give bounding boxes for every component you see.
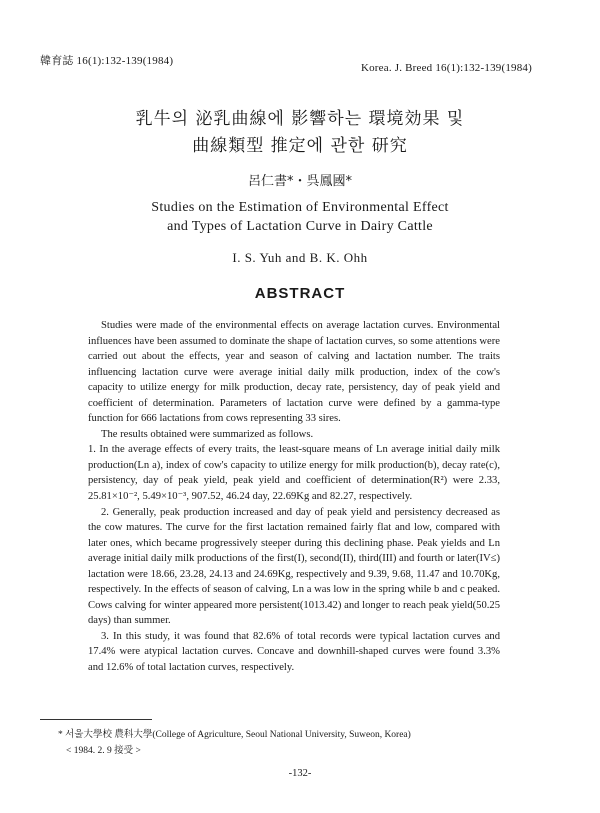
abstract-result-2: 2. Generally, peak production increased and day of peak yield and persistency decreased as the cow matures. The curve for the first lactation remained fairly flat and low, compared with later ones, which became progressively steeper during this declining phase. Peak yields and Ln average initial daily milk productions of the first(I), second(II), third(III) and fourth or later(IV≤) lactation were 18.66, 23.28, 24.13 and 24.69Kg, respectively and 9.39, 9.68, 11.47 and 10.70Kg, respectively. In the effects of season of calving, Ln a was low in the spring while b and c peaked. Cows calving for winter appeared more persistent(1013.42) and longer to reach peak yield(50.25 days) than summer.	[88, 506, 500, 627]
journal-citation-en: Korea. J. Breed 16(1):132-139(1984)	[360, 62, 532, 74]
abstract-result-1: 1. In the average effects of every traits, the least-square means of Ln average initial daily milk production(Ln a), index of cow's capacity to utilize energy for milk production(b), decay rate(c), persistency, day of peak yield, peak yield and coefficient of determination(R²) were 2.33, 25.81×10⁻², 5.49×10⁻³, 907.52, 46.24 day, 22.69Kg and 82.27, respectively.	[88, 444, 500, 503]
korean-authors: 呂仁書*・呉鳳國*	[247, 174, 352, 189]
korean-title-line-1: 乳牛의 泌乳曲線에 影響하는 環境効果 및	[135, 109, 465, 129]
footnote-received-date: < 1984. 2. 9 接受 >	[66, 746, 141, 756]
abstract-body	[88, 318, 500, 676]
footnote-divider	[40, 719, 152, 720]
journal-citation-ko: 韓育誌 16(1):132-139(1984)	[40, 55, 174, 67]
abstract-heading: ABSTRACT	[254, 285, 346, 302]
footnote-affiliation: * 서울大學校 農科大學(College of Agriculture, Seoul National University, Suweon, Korea)	[58, 730, 411, 740]
english-title-line-2: and Types of Lactation Curve in Dairy Cattle	[167, 219, 433, 234]
abstract-paragraph-intro: Studies were made of the environmental effects on average lactation curves. Environmental influences have been assumed to dominate the shape of lactation curves, so some attentions were carried out about the effects, year and season of calving and lactation number. The traits influencing lactation curve were average initial daily milk production, index of the cow's capacity to utilize energy for milk production, decay rate, persistency, day of peak yield and coefficient of determination. Parameters of lactation curve were defined by a gamma-type function for 666 lactations from cows representing 33 sires.	[88, 320, 500, 425]
english-title-line-1: Studies on the Estimation of Environmental Effect	[151, 200, 449, 215]
english-authors: I. S. Yuh and B. K. Ohh	[232, 250, 368, 265]
korean-title-line-2: 曲線類型 推定에 관한 研究	[192, 136, 408, 156]
abstract-result-3: 3. In this study, it was found that 82.6% of total records were typical lactation curves and 17.4% were atypical lactation curves. Concave and downhill-shaped curves were found 3.3% and 12.6% of total lactation curves, respectively.	[88, 630, 500, 674]
page-number: -132-	[288, 768, 312, 779]
abstract-paragraph-results-lead: The results obtained were summarized as follows.	[101, 428, 314, 440]
